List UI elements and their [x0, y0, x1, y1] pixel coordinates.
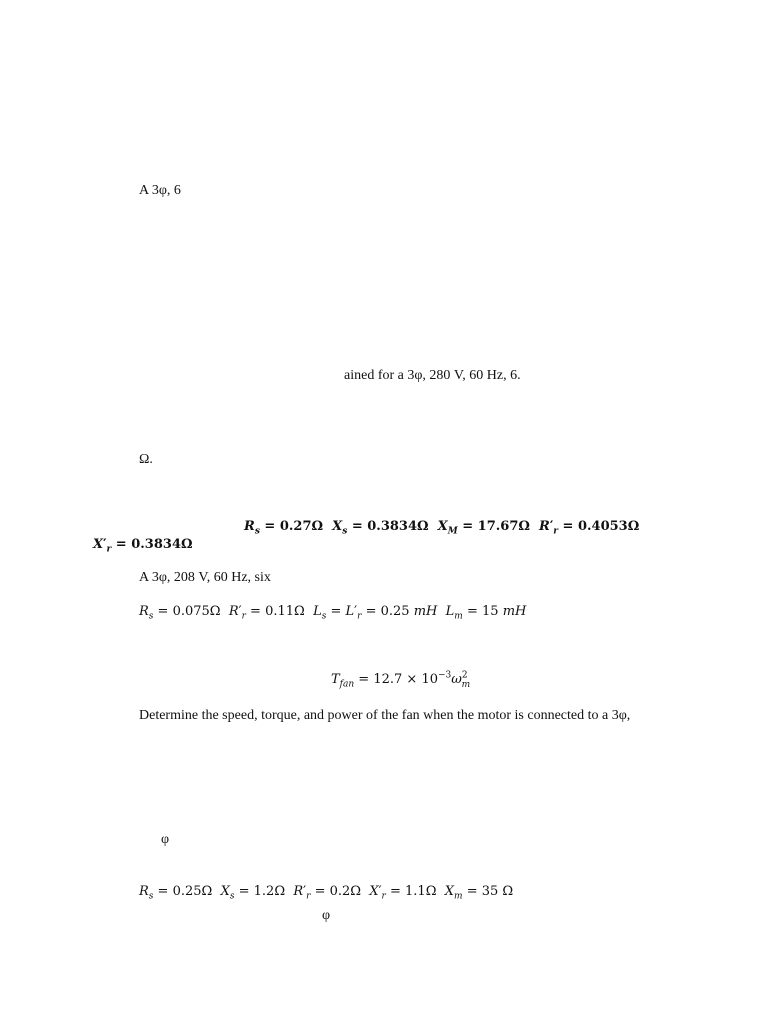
eq-xs-value: 0.3834Ω	[367, 519, 429, 534]
fan-torque-equation: $T_{fan} = 12.7 \times 10^{-3}\omega^2_m$	[331, 670, 471, 690]
eq3-xm-value: 35 Ω	[481, 884, 514, 899]
eq2-lm-value: 15	[482, 604, 499, 619]
problem-line-6: A 3φ, 208 V, 60 Hz, six	[139, 570, 271, 585]
phi-symbol-1: φ	[161, 832, 170, 847]
eq3-xs-value: 1.2Ω	[253, 884, 286, 899]
fan-coef: 12.7 × 10	[373, 672, 438, 687]
phi-symbol-2: φ	[322, 908, 331, 923]
eq-rs-value: 0.27Ω	[279, 519, 324, 534]
eq-rr-value: 0.4053Ω	[577, 519, 640, 534]
problem-line-1: A 3φ, 6	[139, 183, 181, 198]
bold-equation-line-1: $R_s = 0.27\Omega$ $X_s = 0.3834\Omega$ $X_M = 17.67\Omega$ $R'_r = 0.4053\Omega$	[244, 519, 640, 537]
eq2-ls-value: 0.25	[380, 604, 410, 619]
eq3-rs-value: 0.25Ω	[172, 884, 213, 899]
fan-sup: 2	[461, 670, 468, 681]
eq2-rr-value: 0.11Ω	[265, 604, 305, 619]
eq3-xr-value: 1.1Ω	[405, 884, 437, 899]
eq-xm-value: 17.67Ω	[477, 519, 530, 534]
problem-line-9: Determine the speed, torque, and power of the fan when the motor is connected to a 3φ,	[139, 708, 631, 723]
problem-line-2: ained for a 3φ, 280 V, 60 Hz, 6.	[344, 368, 521, 383]
eq2-rs-value: 0.075Ω	[172, 604, 221, 619]
eq-xr-value: 0.3834Ω	[131, 537, 193, 552]
bold-equation-line-2: $X'_r = 0.3834\Omega$	[93, 537, 193, 555]
equation-line-3: $R_s = 0.25\Omega$ $X_s = 1.2\Omega$ $R'_r = 0.2\Omega$ $X'_r = 1.1\Omega$ $X_m = 35$ Ω	[139, 884, 514, 902]
fan-exp: −3	[438, 670, 452, 681]
equation-line-2: $R_s = 0.075\Omega$ $R'_r = 0.11\Omega$ $L_s = L'_r = 0.25$ mH $L_m = 15$ mH	[139, 604, 527, 622]
eq3-rr-value: 0.2Ω	[329, 884, 362, 899]
problem-line-3: Ω.	[139, 452, 153, 467]
